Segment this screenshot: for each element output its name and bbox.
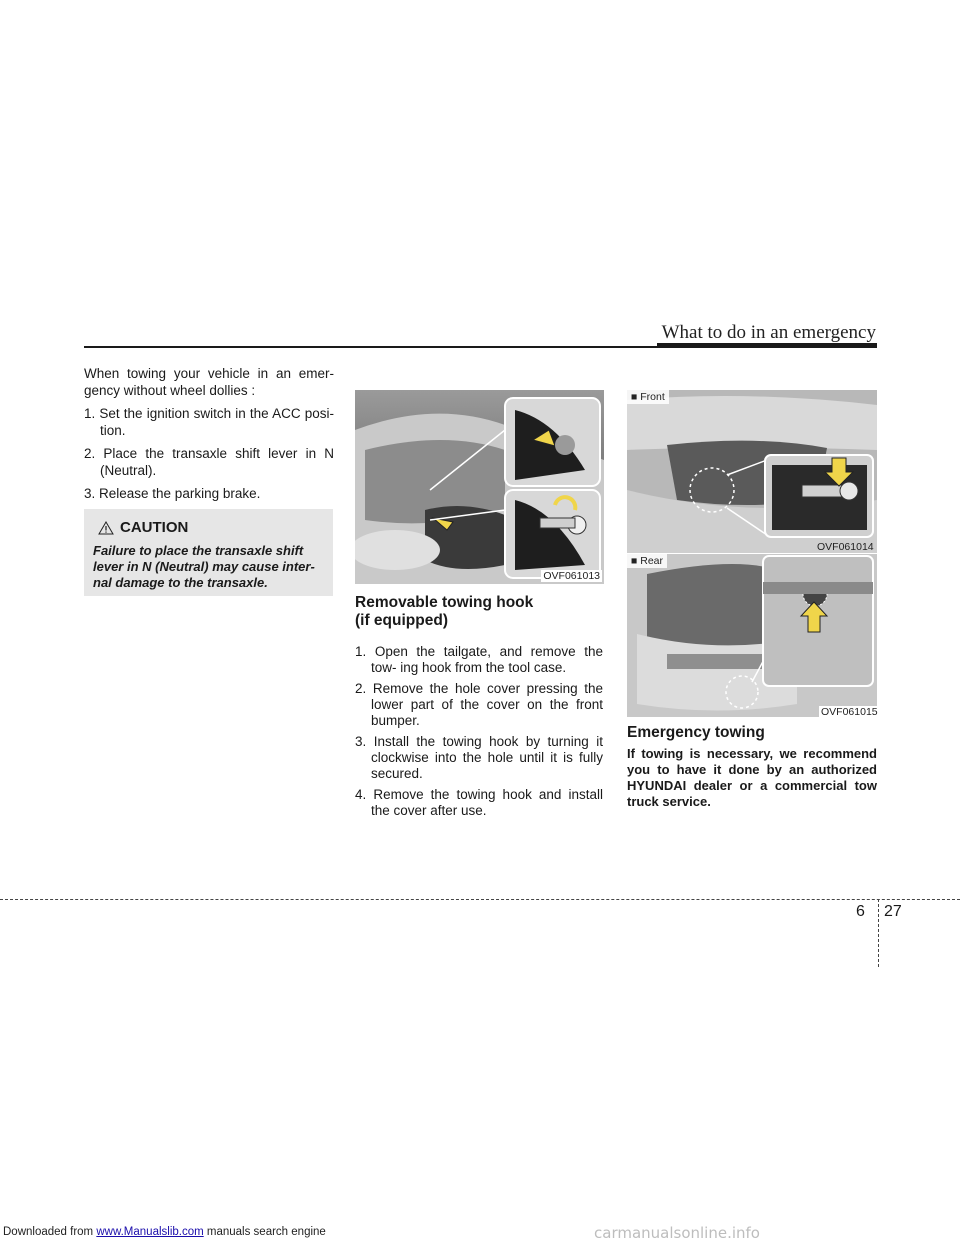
figure-front-code: OVF061014 [817, 541, 874, 553]
figure-towing-hook-install [355, 390, 604, 584]
figure-rear-code: OVF061015 [821, 706, 878, 718]
footer-suffix: manuals search engine [203, 1226, 326, 1238]
figure-rear-hook-location [627, 554, 877, 717]
header-rule-accent [657, 343, 877, 348]
removable-hook-heading [355, 594, 603, 630]
hook-step-4: 4. Remove the towing hook and install the cover after use. [355, 787, 603, 818]
caution-title: CAUTION [120, 519, 189, 536]
intro-section [84, 365, 334, 508]
warning-triangle-icon [98, 521, 114, 535]
car-front-view-illustration [627, 390, 877, 553]
manualslib-link[interactable]: www.Manualslib.com [96, 1226, 204, 1238]
page-footer-rule [0, 899, 960, 900]
figure-rear-label: ■ Rear [627, 554, 667, 568]
hook-step-3: 3. Install the towing hook by turning it clockwise into the hole until it is fully secured. [355, 734, 603, 781]
page-number-divider [878, 899, 879, 967]
caution-box [84, 509, 333, 596]
intro-step-2: 2. Place the transaxle shift lever in N (Neutral). [84, 446, 334, 478]
hook-step-2: 2. Remove the hole cover pressing the lower part of the cover on the front bumper. [355, 681, 603, 728]
caution-text: Failure to place the transaxle shift lever in N (Neutral) may cause inter- nal damage to the transaxle. [93, 543, 315, 590]
running-header-title: What to do in an emergency [661, 322, 876, 343]
footer-prefix: Downloaded from [3, 1226, 97, 1238]
intro-lead: When towing your vehicle in an emer- gency without wheel dollies : [84, 366, 334, 398]
intro-step-3: 3. Release the parking brake. [84, 486, 261, 501]
emergency-towing-heading: Emergency towing [627, 724, 765, 741]
emergency-towing-body: If towing is necessary, we recommend you to have it done by an authorized HYUNDAI dealer or a commercial tow truck service. [627, 746, 877, 809]
figure-code: OVF061013 [543, 570, 600, 582]
hook-step-1: 1. Open the tailgate, and remove the tow- ing hook from the tool case. [355, 644, 603, 675]
figure-front-hook-location [627, 390, 877, 553]
car-front-illustration [355, 390, 604, 584]
page-section-number: 6 [856, 903, 865, 920]
download-footer [3, 1226, 326, 1238]
page-number: 27 [884, 903, 902, 920]
car-rear-view-illustration [627, 554, 877, 717]
removable-hook-steps [355, 644, 603, 824]
figure-front-label: ■ Front [627, 390, 669, 404]
intro-step-1: 1. Set the ignition switch in the ACC posi- tion. [84, 406, 334, 438]
watermark-text: carmanualsonline.info [594, 1224, 760, 1242]
removable-hook-title: Removable towing hook [355, 594, 534, 611]
removable-hook-subtitle: (if equipped) [355, 612, 448, 629]
